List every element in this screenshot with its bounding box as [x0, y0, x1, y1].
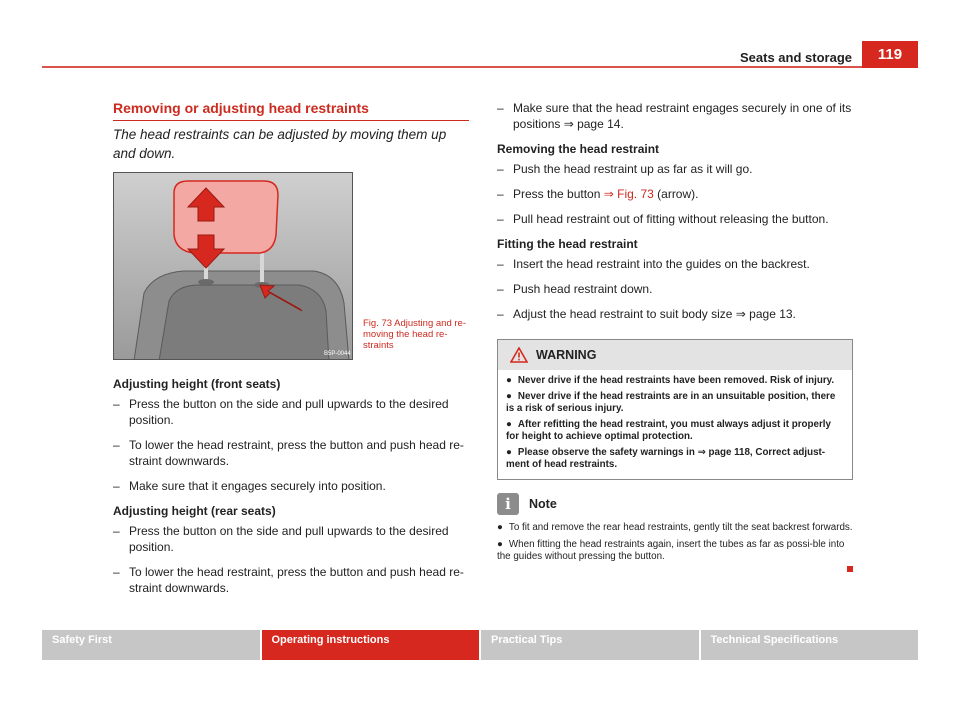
tab-safety-first[interactable]: Safety First: [42, 630, 260, 660]
list-item: – Push the head restraint up as far as it will go.: [497, 161, 853, 177]
rear-seats-label: Adjusting height (rear seats): [113, 504, 276, 518]
bullet-icon: ●: [497, 522, 503, 533]
list-item: – Adjust the head restraint to suit body size ⇒ page 13.: [497, 306, 853, 322]
note-item: [497, 539, 853, 564]
front-seats-label: Adjusting height (front seats): [113, 377, 281, 391]
note-body: [497, 522, 853, 564]
tab-technical-specifications[interactable]: Technical Specifications: [701, 630, 919, 660]
figure-head-restraint: [113, 172, 353, 360]
note-text: To fit and remove the rear head restraints, gently tilt the seat backrest forwards.: [508, 522, 853, 533]
right-column: [497, 100, 853, 331]
warning-body: [498, 370, 852, 480]
warning-text: Never drive if the head restraints have been removed. Risk of injury.: [517, 375, 835, 386]
tab-practical-tips[interactable]: Practical Tips: [481, 630, 699, 660]
section-end-marker: [847, 566, 853, 572]
figure-code: B5P-0044: [324, 351, 351, 357]
warning-triangle-icon: [510, 347, 528, 363]
section-heading: Removing or adjusting head restraints: [113, 100, 469, 121]
list-item: – To lower the head restraint, press the button and push head re-straint downwards.: [113, 437, 469, 469]
list-item: – Press the button on the side and pull upwards to the desired position.: [113, 523, 469, 555]
info-icon: i: [497, 493, 519, 515]
warning-item: [506, 419, 844, 444]
list-item: – Insert the head restraint into the guides on the backrest.: [497, 256, 853, 272]
head-restraint-illustration: [114, 173, 353, 360]
note-text: When fitting the head restraints again, insert the tubes as far as possi-ble into the guides without pressing the button.: [497, 538, 845, 562]
page-number: 119: [862, 41, 918, 68]
warning-item: [506, 391, 844, 416]
step-text: (arrow).: [653, 187, 699, 201]
bullet-icon: ●: [497, 538, 503, 550]
list-item: – Make sure that the head restraint engages securely in one of its positions ⇒ page 14.: [497, 100, 853, 132]
list-item: – Push head restraint down.: [497, 281, 853, 297]
warning-item: [506, 447, 844, 472]
section-intro: The head restraints can be adjusted by moving them up and down.: [113, 127, 447, 161]
bullet-icon: ●: [506, 418, 512, 430]
note-title: Note: [529, 497, 557, 511]
warning-item: [506, 375, 844, 388]
figure-caption: Fig. 73 Adjusting and re-moving the head re-straints: [363, 318, 466, 351]
warning-box: [497, 339, 853, 480]
list-item: – Pull head restraint out of fitting without releasing the button.: [497, 211, 853, 227]
step-text: Press the button: [513, 187, 604, 201]
list-item: [497, 186, 853, 202]
warning-text: Never drive if the head restraints are in an unsuitable position, there is a risk of serious injury.: [506, 390, 836, 414]
note-item: [497, 522, 853, 535]
removing-label: Removing the head restraint: [497, 142, 660, 156]
list-item: – Press the button on the side and pull upwards to the desired position.: [113, 396, 469, 428]
note-box: [497, 490, 853, 568]
bullet-icon: ●: [506, 390, 512, 402]
bullet-icon: ●: [506, 446, 512, 458]
chapter-title: Seats and storage: [740, 50, 852, 65]
figure-reference-link[interactable]: ⇒ Fig. 73: [603, 187, 654, 201]
header-rule: [42, 66, 918, 68]
warning-header: [498, 340, 852, 370]
warning-text: Please observe the safety warnings in ⇒ page 118, Correct adjust-ment of head restraints.: [506, 446, 826, 470]
list-item: – To lower the head restraint, press the button and push head re-straint downwards.: [113, 564, 469, 596]
warning-title: WARNING: [536, 348, 597, 362]
bullet-icon: ●: [506, 375, 512, 386]
footer-nav: [42, 630, 918, 660]
fitting-label: Fitting the head restraint: [497, 237, 638, 251]
left-column: [113, 376, 469, 605]
tab-operating-instructions[interactable]: Operating instructions: [262, 630, 480, 660]
note-header: [497, 490, 853, 518]
warning-text: After refitting the head restraint, you must always adjust it properly for height to achieve optimal protection.: [506, 418, 831, 442]
list-item: – Make sure that it engages securely into position.: [113, 478, 469, 494]
